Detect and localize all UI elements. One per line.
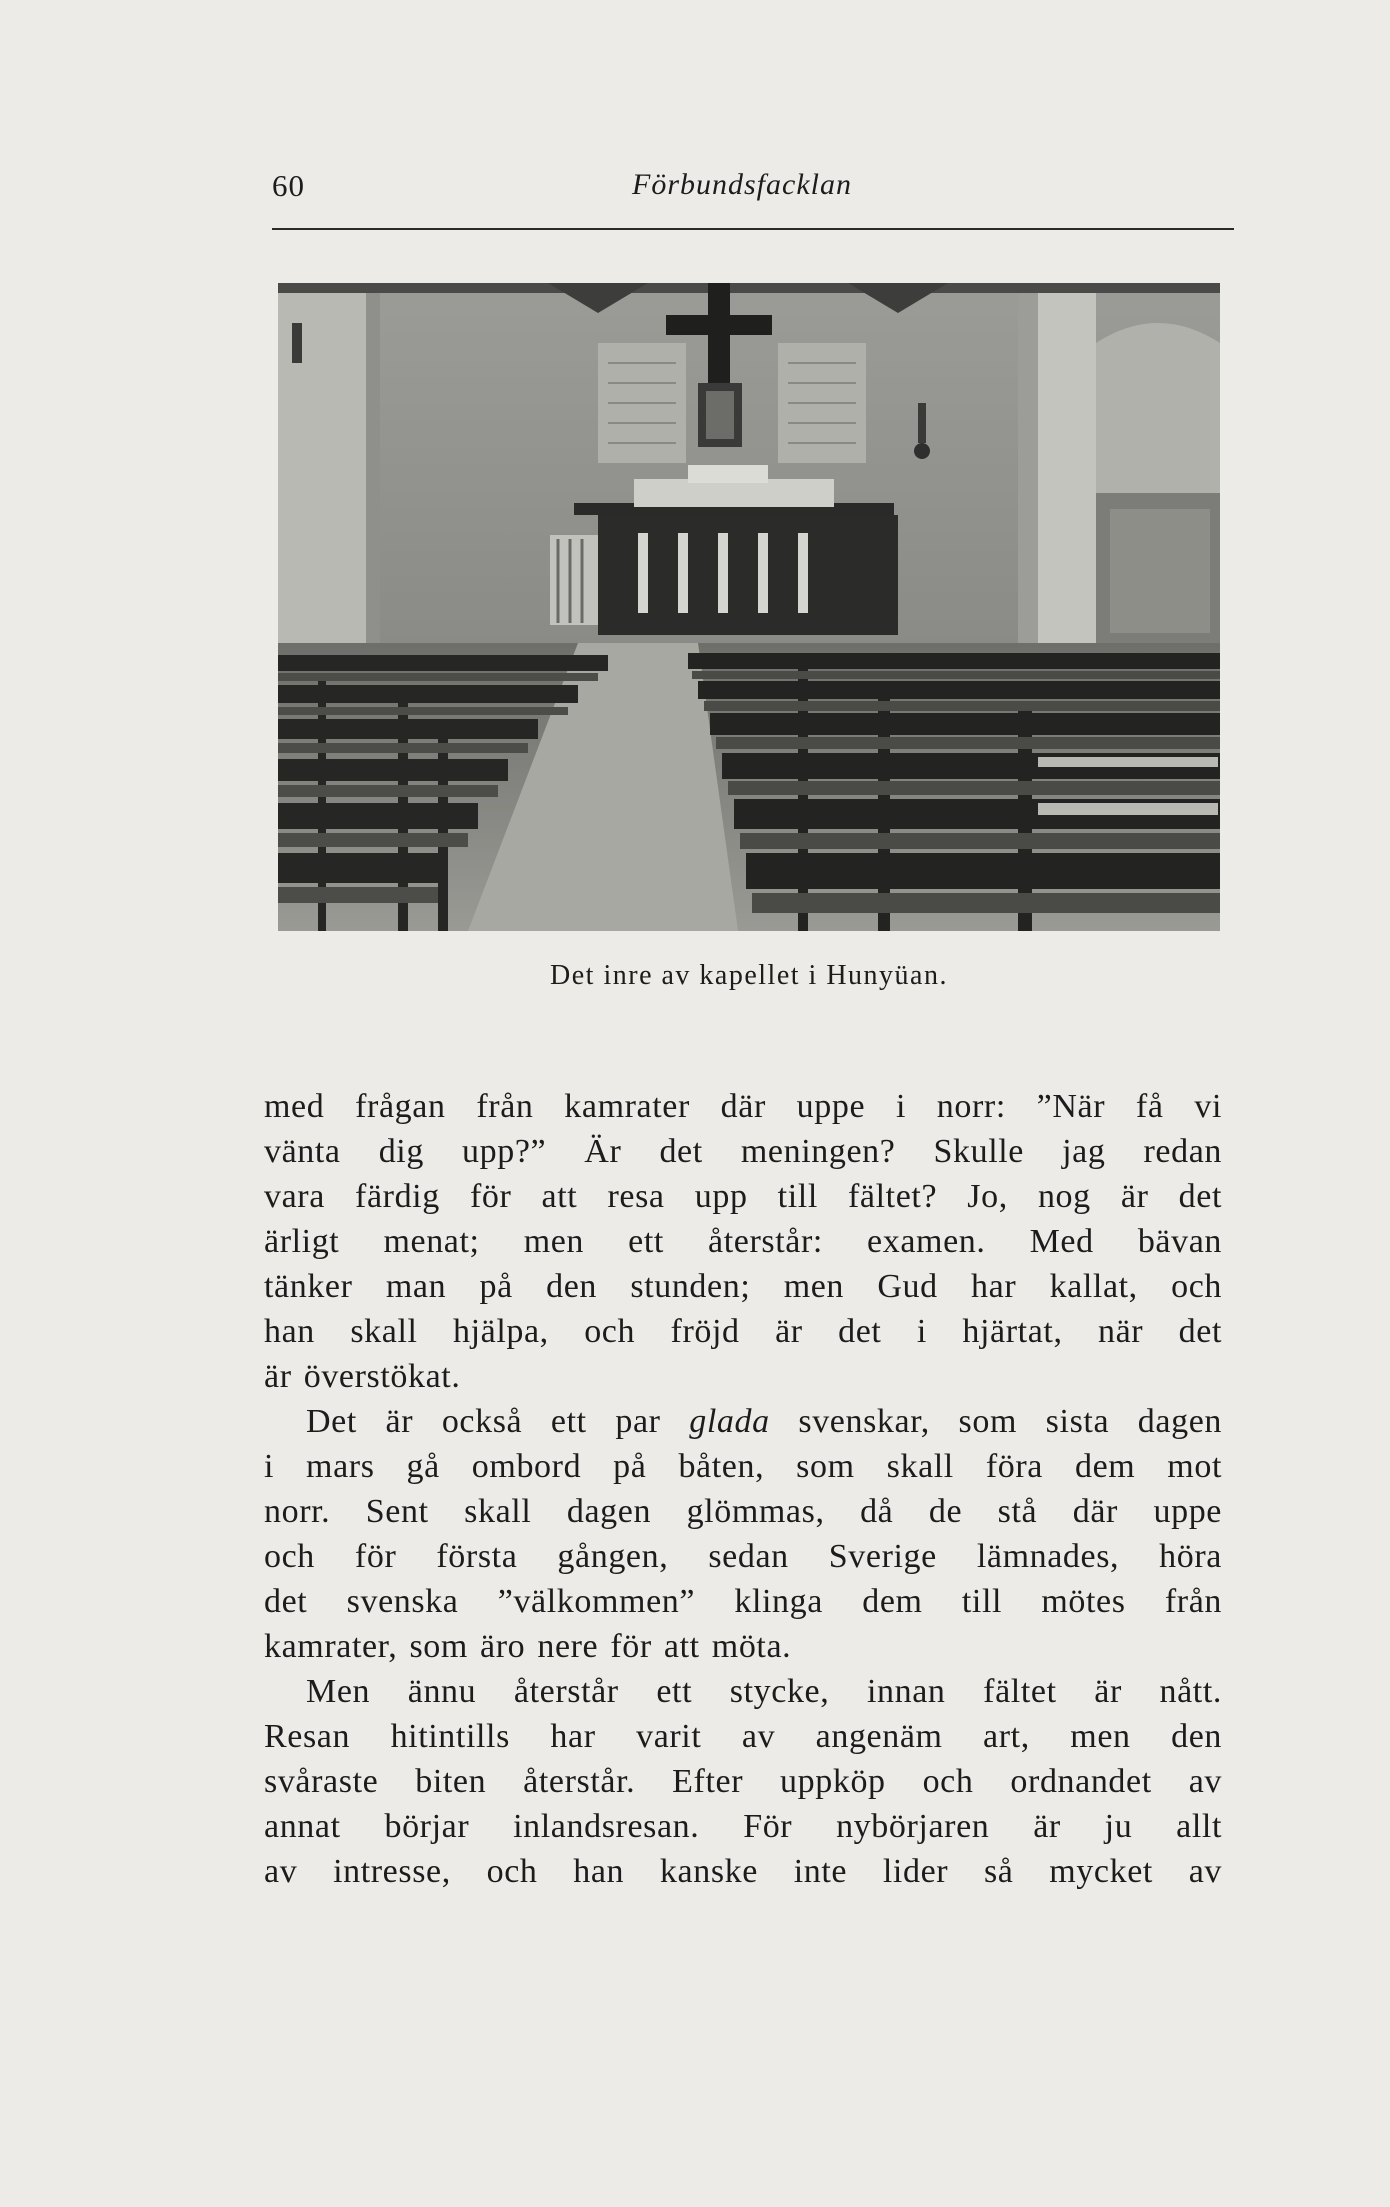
page-number: 60: [272, 168, 305, 203]
body-text: [264, 1084, 1222, 1894]
paragraph-1: [264, 1084, 1222, 1399]
paragraph-3: [264, 1669, 1222, 1894]
text-line: Men ännu återstår ett stycke, innan fältet är nått.: [306, 1673, 1222, 1710]
paragraph-2: [264, 1399, 1222, 1669]
running-title: Förbundsfacklan: [632, 168, 852, 201]
text-line: tänker man på den stunden; men Gud har kallat, och: [264, 1268, 1222, 1305]
text-line: och för första gången, sedan Sverige lämnades, höra: [264, 1538, 1222, 1575]
text-line: det svenska ”välkommen” klinga dem till mötes från: [264, 1583, 1222, 1620]
text-line: i mars gå ombord på båten, som skall föra dem mot: [264, 1448, 1222, 1485]
text-line: han skall hjälpa, och fröjd är det i hjärtat, när det: [264, 1313, 1222, 1350]
text-line: [264, 1399, 1222, 1444]
text-line: Resan hitintills har varit av angenäm art, men den: [264, 1718, 1222, 1755]
text-line: ärligt menat; men ett återstår: examen. Med bävan: [264, 1223, 1222, 1260]
text-line: med frågan från kamrater där uppe i norr: ”När få vi: [264, 1088, 1222, 1125]
text-line: vara färdig för att resa upp till fältet? Jo, nog är det: [264, 1178, 1222, 1215]
header-rule: [272, 228, 1234, 230]
italic-word: glada: [689, 1403, 770, 1440]
text-line: kamrater, som äro nere för att möta.: [264, 1628, 792, 1665]
text-run: Det är också ett par: [306, 1403, 661, 1440]
text-line: annat börjar inlandsresan. För nybörjaren är ju allt: [264, 1808, 1222, 1845]
text-line: vänta dig upp?” Är det meningen? Skulle jag redan: [264, 1133, 1222, 1170]
photo-caption: Det inre av kapellet i Hunyüan.: [550, 960, 948, 991]
text-run: svenskar, som sista dagen: [798, 1403, 1222, 1440]
text-line: av intresse, och han kanske inte lider så mycket av: [264, 1853, 1222, 1890]
chapel-interior-photo: [278, 283, 1220, 931]
text-line: är överstökat.: [264, 1358, 461, 1395]
text-line: svåraste biten återstår. Efter uppköp och ordnandet av: [264, 1763, 1222, 1800]
text-line: norr. Sent skall dagen glömmas, då de stå där uppe: [264, 1493, 1222, 1530]
